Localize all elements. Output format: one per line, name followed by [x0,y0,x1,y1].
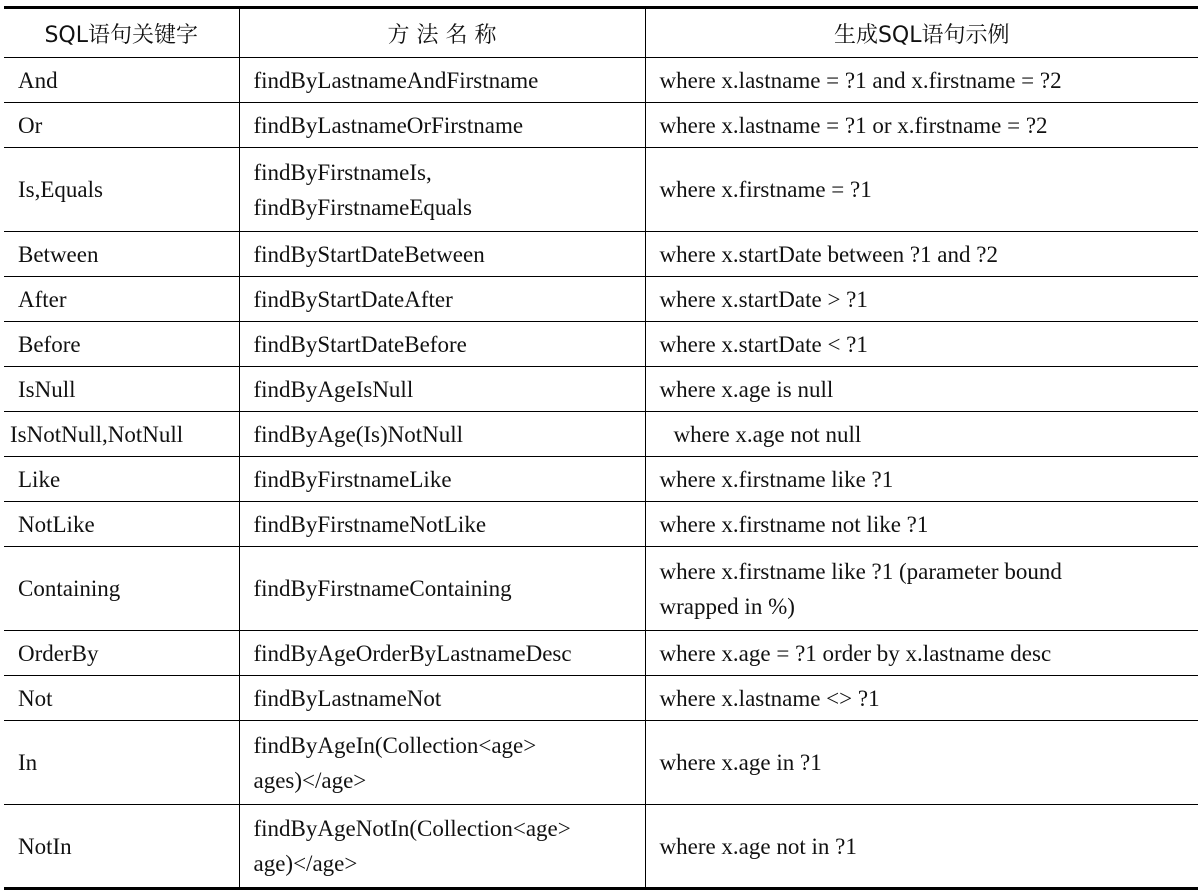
sql-example-cell [645,805,1198,889]
keyword-cell: Is,Equals [4,148,239,232]
method-line: findByAgeNotIn(Collection<age> [253,816,571,841]
table-row [4,367,1198,412]
table-header [4,8,1198,58]
sql-line: where x.startDate < ?1 [659,331,868,357]
sql-example-cell [645,502,1198,547]
table-row [4,322,1198,367]
table-row [4,103,1198,148]
sql-keyword-table [4,6,1198,890]
method-cell [239,457,645,502]
method-line: findByFirstnameContaining [253,576,512,601]
method-line: findByStartDateAfter [253,286,453,312]
method-line: findByLastnameOrFirstname [253,112,524,138]
sql-line: where x.firstname like ?1 [659,466,894,492]
method-cell [239,721,645,805]
method-cell [239,676,645,721]
keyword-cell: Or [4,103,239,148]
sql-keyword-table-container [4,6,1198,890]
method-line: age)</age> [253,851,358,876]
keyword-cell: NotLike [4,502,239,547]
keyword-cell: In [4,721,239,805]
table-row [4,412,1198,457]
sql-example-cell [645,232,1198,277]
sql-example-cell [645,322,1198,367]
keyword-cell: Not [4,676,239,721]
method-line: findByStartDateBetween [253,241,485,267]
sql-line: where x.age = ?1 order by x.lastname desc [659,640,1052,666]
header-keyword: SQL语句关键字 [4,8,239,58]
sql-example-cell [645,721,1198,805]
sql-example-cell [645,631,1198,676]
table-row [4,457,1198,502]
table-row [4,631,1198,676]
keyword-cell: And [4,58,239,103]
sql-line: where x.firstname like ?1 (parameter bound [659,558,1062,584]
sql-line: wrapped in %) [659,593,795,619]
header-row [4,8,1198,58]
sql-example-cell [645,676,1198,721]
sql-line: where x.startDate > ?1 [659,286,868,312]
keyword-cell: Like [4,457,239,502]
sql-line: where x.lastname = ?1 and x.firstname = ?2 [659,67,1062,93]
sql-line: where x.firstname not like ?1 [659,511,929,537]
method-cell [239,103,645,148]
sql-line: where x.age is null [659,376,834,402]
table-row [4,58,1198,103]
method-line: findByFirstnameEquals [253,194,472,220]
method-line: findByAge(Is)NotNull [253,421,464,447]
keyword-cell: IsNotNull,NotNull [4,412,239,457]
keyword-cell: Containing [4,547,239,631]
sql-line: where x.age in ?1 [659,750,822,775]
sql-line: where x.age not in ?1 [659,833,857,859]
method-line: findByAgeOrderByLastnameDesc [253,640,572,666]
table-row [4,148,1198,232]
keyword-cell: OrderBy [4,631,239,676]
sql-example-cell [645,148,1198,232]
sql-example-cell [645,457,1198,502]
sql-example-cell [645,547,1198,631]
method-line: findByFirstnameLike [253,466,452,492]
method-cell [239,277,645,322]
header-method-name: 方 法 名 称 [239,8,645,58]
sql-example-cell [645,103,1198,148]
table-row [4,232,1198,277]
sql-example-cell [645,367,1198,412]
method-cell [239,367,645,412]
table-row [4,502,1198,547]
keyword-cell: IsNull [4,367,239,412]
method-line: findByAgeIn(Collection<age> [253,732,537,758]
sql-line: where x.lastname <> ?1 [659,685,880,711]
sql-example-cell [645,412,1198,457]
sql-line: where x.firstname = ?1 [659,177,872,202]
keyword-cell: Between [4,232,239,277]
keyword-cell: After [4,277,239,322]
method-line: findByAgeIsNull [253,376,414,402]
sql-line: where x.startDate between ?1 and ?2 [659,241,998,267]
method-line: findByFirstnameIs, [253,159,432,185]
method-cell [239,631,645,676]
method-cell [239,148,645,232]
header-sql-example: 生成SQL语句示例 [645,8,1198,58]
keyword-cell: NotIn [4,805,239,889]
table-row [4,547,1198,631]
table-row [4,676,1198,721]
table-row [4,277,1198,322]
sql-line: where x.lastname = ?1 or x.firstname = ?2 [659,112,1048,138]
method-cell [239,58,645,103]
method-cell [239,322,645,367]
method-cell [239,232,645,277]
method-line: findByLastnameAndFirstname [253,67,539,93]
table-body [4,58,1198,889]
method-line: findByFirstnameNotLike [253,511,487,537]
table-row [4,805,1198,889]
method-cell [239,547,645,631]
sql-line: where x.age not null [673,421,862,447]
method-line: ages)</age> [253,767,367,793]
sql-example-cell [645,277,1198,322]
method-line: findByLastnameNot [253,685,442,711]
sql-example-cell [645,58,1198,103]
method-cell [239,805,645,889]
keyword-cell: Before [4,322,239,367]
method-cell [239,502,645,547]
table-row [4,721,1198,805]
method-line: findByStartDateBefore [253,331,467,357]
method-cell [239,412,645,457]
